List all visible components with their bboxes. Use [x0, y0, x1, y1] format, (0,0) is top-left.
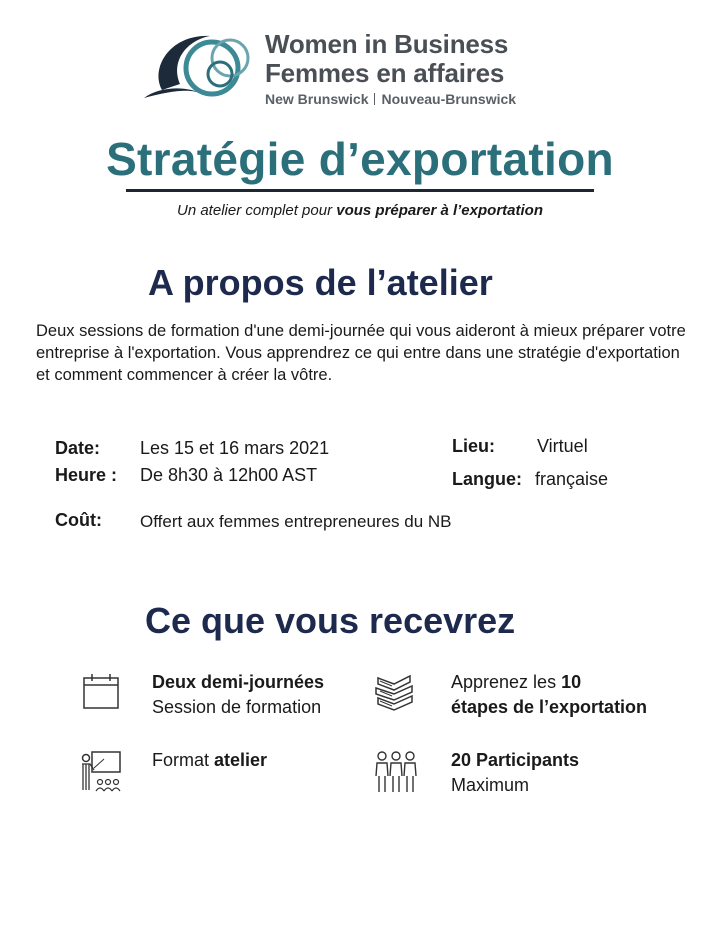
language-label: Langue:: [452, 469, 522, 489]
time-label: Heure :: [55, 465, 118, 485]
benefit-2-detail: étapes de l’exportation: [451, 697, 648, 717]
benefit-3-lead: Format: [152, 750, 215, 770]
wib-logo-icon: [140, 28, 255, 108]
benefit-half-days: [152, 670, 324, 720]
date-label: Date:: [55, 438, 101, 458]
place-label: Lieu:: [452, 436, 495, 456]
benefit-1-detail: Session de formation: [152, 697, 322, 717]
teacher-icon: [78, 750, 122, 794]
benefit-3-line1: [152, 748, 267, 773]
calendar-icon: [80, 670, 124, 714]
page-title: Stratégie d’exportation: [106, 133, 614, 185]
benefit-4-detail: Maximum: [451, 775, 530, 795]
about-heading: A propos de l’atelier: [148, 262, 493, 303]
benefit-workshop-format: [152, 748, 267, 773]
benefit-1-title: Deux demi-journées: [152, 672, 325, 692]
people-icon: [374, 750, 418, 794]
receive-heading: Ce que vous recevrez: [145, 600, 516, 641]
title-divider: [126, 189, 594, 192]
benefit-3-emphasis: atelier: [214, 750, 268, 770]
subtitle-lead: Un atelier complet pour: [177, 202, 337, 219]
cost-label: Coût:: [55, 510, 102, 530]
benefit-2-line1: [451, 670, 647, 695]
cost-value: Offert aux femmes entrepreneures du NB: [140, 512, 452, 531]
place-value: Virtuel: [537, 436, 588, 456]
page-subtitle: [0, 202, 720, 219]
benefit-2-lead: Apprenez les: [451, 672, 562, 692]
region-en: New Brunswick: [265, 91, 369, 107]
subtitle-emphasis: vous préparer à l’exportation: [336, 202, 543, 219]
org-name-en: Women in Business: [265, 29, 509, 59]
benefit-participants: [451, 748, 579, 798]
books-icon: [372, 668, 416, 712]
benefit-2-number: 10: [561, 672, 582, 692]
language-value: française: [535, 469, 609, 489]
org-name-fr: Femmes en affaires: [265, 58, 505, 88]
date-value: Les 15 et 16 mars 2021: [140, 438, 330, 458]
org-region: [265, 91, 516, 107]
benefit-4-title: 20 Participants: [451, 750, 580, 770]
benefit-export-steps: [451, 670, 647, 720]
region-divider: [374, 93, 375, 105]
about-description: Deux sessions de formation d'une demi-journée qui vous aideront à mieux préparer votre entreprise à l'exportation. Vous apprendrez ce qui entre dans une stratégie d'exportation et comment commencer à créer la vôtre.: [36, 322, 686, 384]
region-fr: Nouveau-Brunswick: [381, 91, 517, 107]
time-value: De 8h30 à 12h00 AST: [140, 465, 318, 485]
